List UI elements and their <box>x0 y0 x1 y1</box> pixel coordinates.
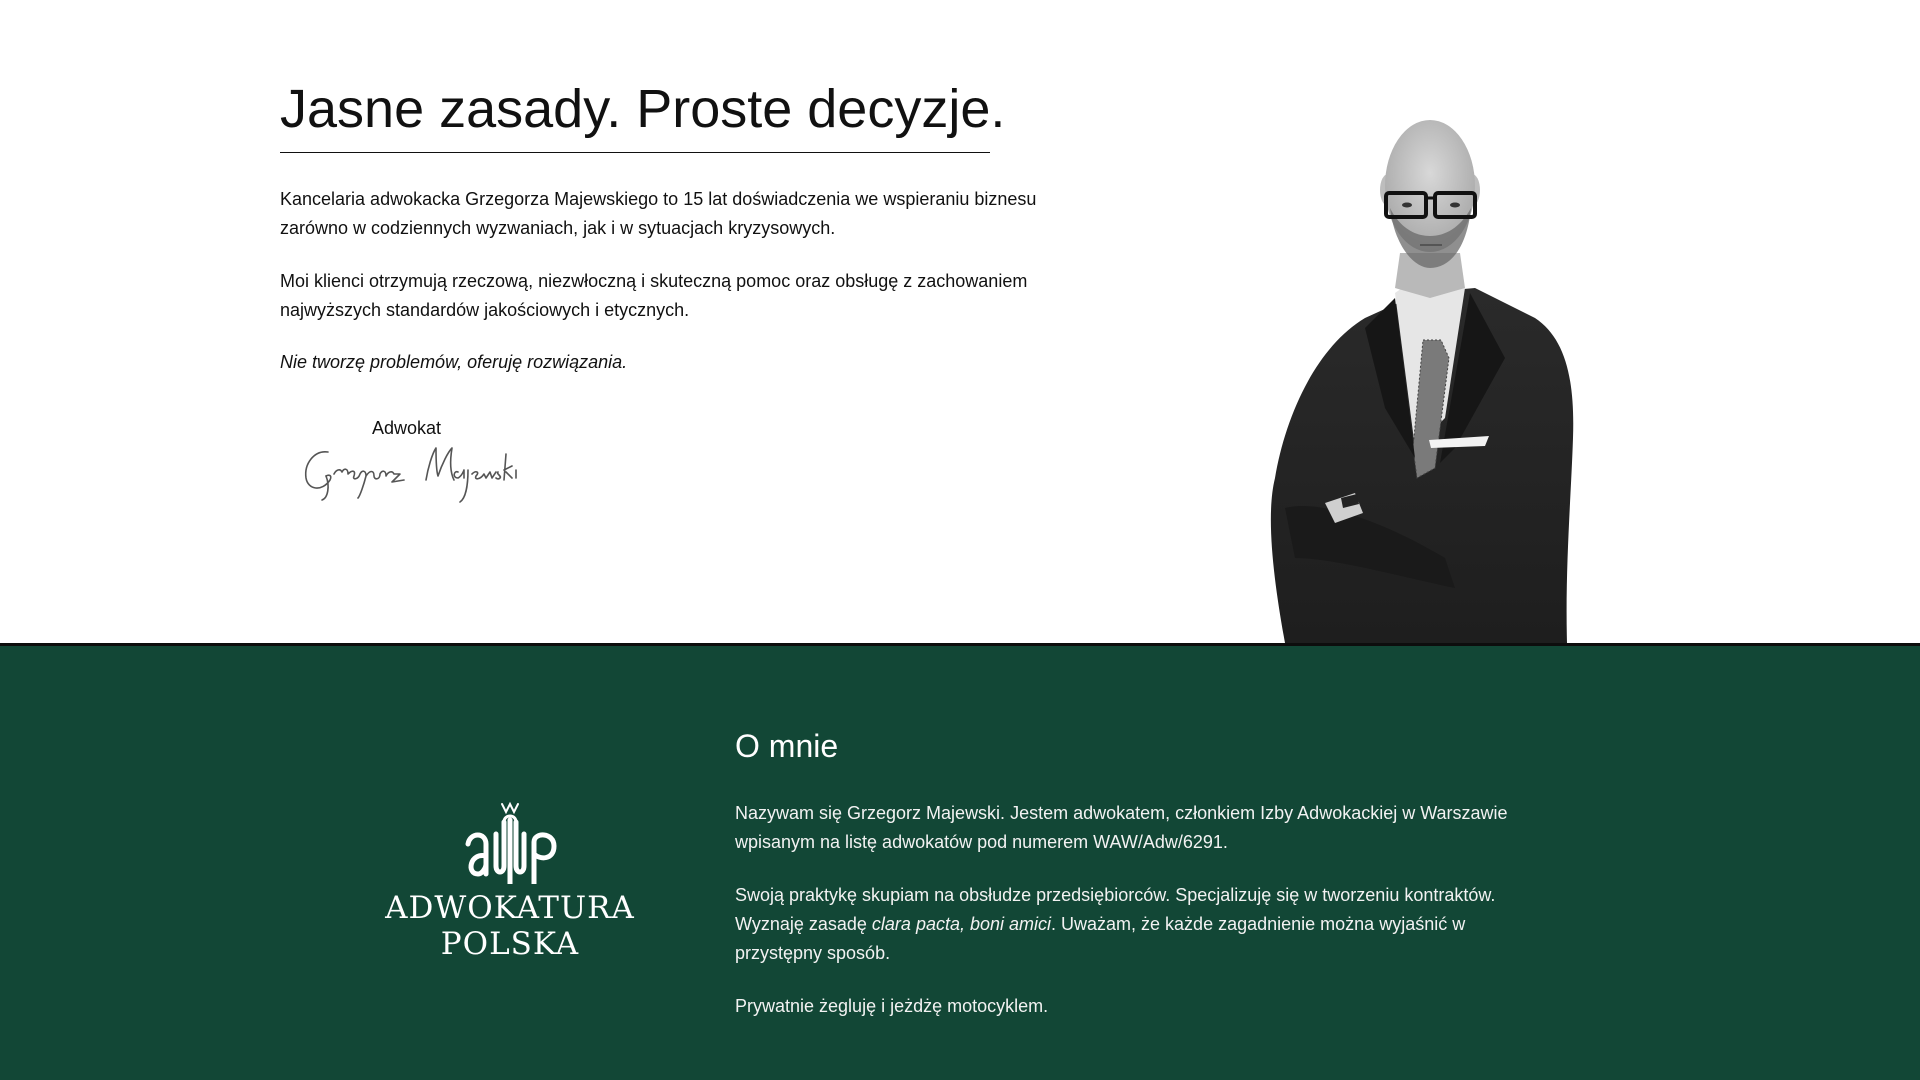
logo-text-line1: ADWOKATURA <box>385 890 635 926</box>
about-paragraph-intro: Nazywam się Grzegorz Majewski. Jestem adwokatem, członkiem Izby Adwokackiej w Warszawie wpisanym na listę adwokatów pod numerem WAW/Adw/6291. <box>735 803 1508 852</box>
hero-paragraph-clients: Moi klienci otrzymują rzeczową, niezwłoczną i skuteczną pomoc oraz obsługę z zachowaniem najwyższych standardów jakościowych i etycznych. <box>280 271 1028 320</box>
portrait-photo <box>1245 118 1615 643</box>
title-underline <box>280 152 990 153</box>
logo-text-line2: POLSKA <box>440 926 580 962</box>
latin-maxim: clara pacta, boni amici <box>871 914 1052 934</box>
hero-paragraph-experience: Kancelaria adwokacka Grzegorza Majewskiego to 15 lat doświadczenia we wspieraniu biznesu zarówno w codziennych wyzwaniach, jak i w sytuacjach kryzysowych. <box>280 189 1037 238</box>
hero-title: Jasne zasady. Proste decyzje. <box>280 79 1006 139</box>
about-practice-text-end: . Uważam, że każde zagadnienie można wyjaśnić w przystępny sposób. <box>735 914 1466 963</box>
signature-image <box>300 440 520 504</box>
signature-role: Adwokat <box>372 418 442 438</box>
about-section <box>0 646 1920 1080</box>
hero-paragraph-motto: Nie tworzę problemów, oferuję rozwiązania. <box>280 352 628 372</box>
bar-emblem-icon <box>460 798 560 884</box>
adwokatura-polska-logo <box>380 798 640 968</box>
about-paragraph-practice <box>735 881 1555 968</box>
about-title: O mnie <box>735 728 839 764</box>
about-practice-text: Swoją praktykę skupiam na obsłudze przedsiębiorców. Specjalizuję się w tworzeniu kontraktów. Wyznaję zasadę <box>735 885 1496 934</box>
about-paragraph-hobbies: Prywatnie żegluję i jeżdżę motocyklem. <box>735 996 1049 1016</box>
